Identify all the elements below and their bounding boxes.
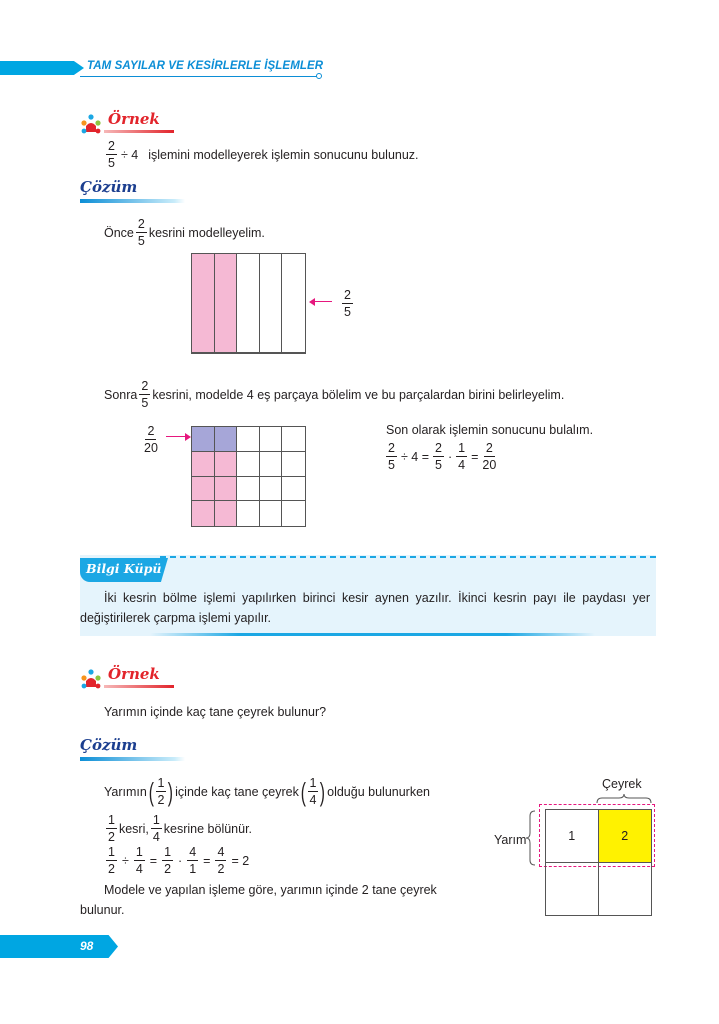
fraction-model-2-5: [191, 253, 306, 354]
info-box-title: Bilgi Küpü: [86, 561, 162, 576]
cell-4: [599, 863, 652, 916]
info-box-text: İki kesrin bölme işlemi yapılırken birinci kesir aynen yazılır. İkinci kesrin payı ile paydası yer değiştirilerek çarpma işlemi yapılır.: [80, 591, 650, 625]
solution2-conclusion: Modele ve yapılan işleme göre, yarımın içinde 2 tane çeyrek bulunur.: [80, 883, 437, 917]
people-icon: [80, 669, 102, 689]
page-number-bar: [0, 935, 118, 958]
solution2-line1: Yarımın ( $\frac{1}{2}$ ) içinde kaç tane çeyrek ( $\frac{1}{4}$ ) olduğu bulunurken: [104, 776, 430, 807]
example-heading-1: Örnek: [80, 110, 200, 138]
example-heading-2: Örnek: [80, 665, 200, 693]
arrow-left-icon: [314, 301, 332, 302]
brace-left-icon: [526, 810, 536, 866]
solution2-line2: $\frac{1}{2}$ kesri, $\frac{1}{4}$ kesrine bölünür.: [108, 813, 253, 844]
step1-text: Önce $\frac{2}{5}$ kesrini modelleyelim.: [104, 217, 265, 248]
header-accent-bar: [0, 61, 84, 75]
example1-question: $\frac{2}{5}$ ÷ 4 işlemini modelleyerek işlemin sonucunu bulunuz.: [108, 139, 419, 170]
brace-top-icon: [596, 794, 652, 804]
header-underline: [80, 76, 318, 77]
step2-text: Sonra $\frac{2}{5}$ kesrini, modelde 4 eş parçaya bölelim ve bu parçalardan birini belirleyelim.: [104, 379, 565, 410]
fraction: $\frac{2}{5}$: [108, 139, 115, 170]
conclusion-text: Son olarak işlemin sonucunu bulalım.: [386, 423, 594, 437]
conclusion-equation: $\frac{2}{5}$ ÷ 4 = $\frac{2}{5}$ · $\frac{1}{4}$ = $\frac{2}{20}$: [388, 441, 497, 472]
half-quarter-model: [545, 809, 652, 916]
model2-label: $\frac{2}{20}$: [144, 424, 158, 455]
chapter-title: TAM SAYILAR VE KESİRLERLE İŞLEMLER: [87, 60, 324, 72]
quarter-label: Çeyrek: [602, 777, 642, 791]
model1-label: $\frac{2}{5}$: [344, 288, 351, 319]
info-box-bottom-line: [150, 633, 595, 636]
info-box-dashed-border: [160, 556, 656, 558]
people-icon: [80, 114, 102, 134]
header-dot: [316, 73, 322, 79]
half-label: Yarım: [494, 833, 527, 847]
page-number: 98: [80, 939, 94, 953]
solution-heading-2: Çözüm: [80, 736, 200, 764]
cell-2-highlighted: 2: [599, 810, 652, 863]
solution2-equation: $\frac{1}{2}$ ÷ $\frac{1}{4}$ = $\frac{1}{2}$ · $\frac{4}{1}$ = $\frac{4}{2}$ = 2: [108, 845, 250, 876]
cell-3: [546, 863, 599, 916]
arrow-right-icon: [166, 436, 186, 437]
fraction-model-2-20: [191, 426, 306, 527]
cell-1: 1: [546, 810, 599, 863]
solution-heading-1: Çözüm: [80, 178, 200, 206]
example2-question: Yarımın içinde kaç tane çeyrek bulunur?: [104, 705, 327, 719]
